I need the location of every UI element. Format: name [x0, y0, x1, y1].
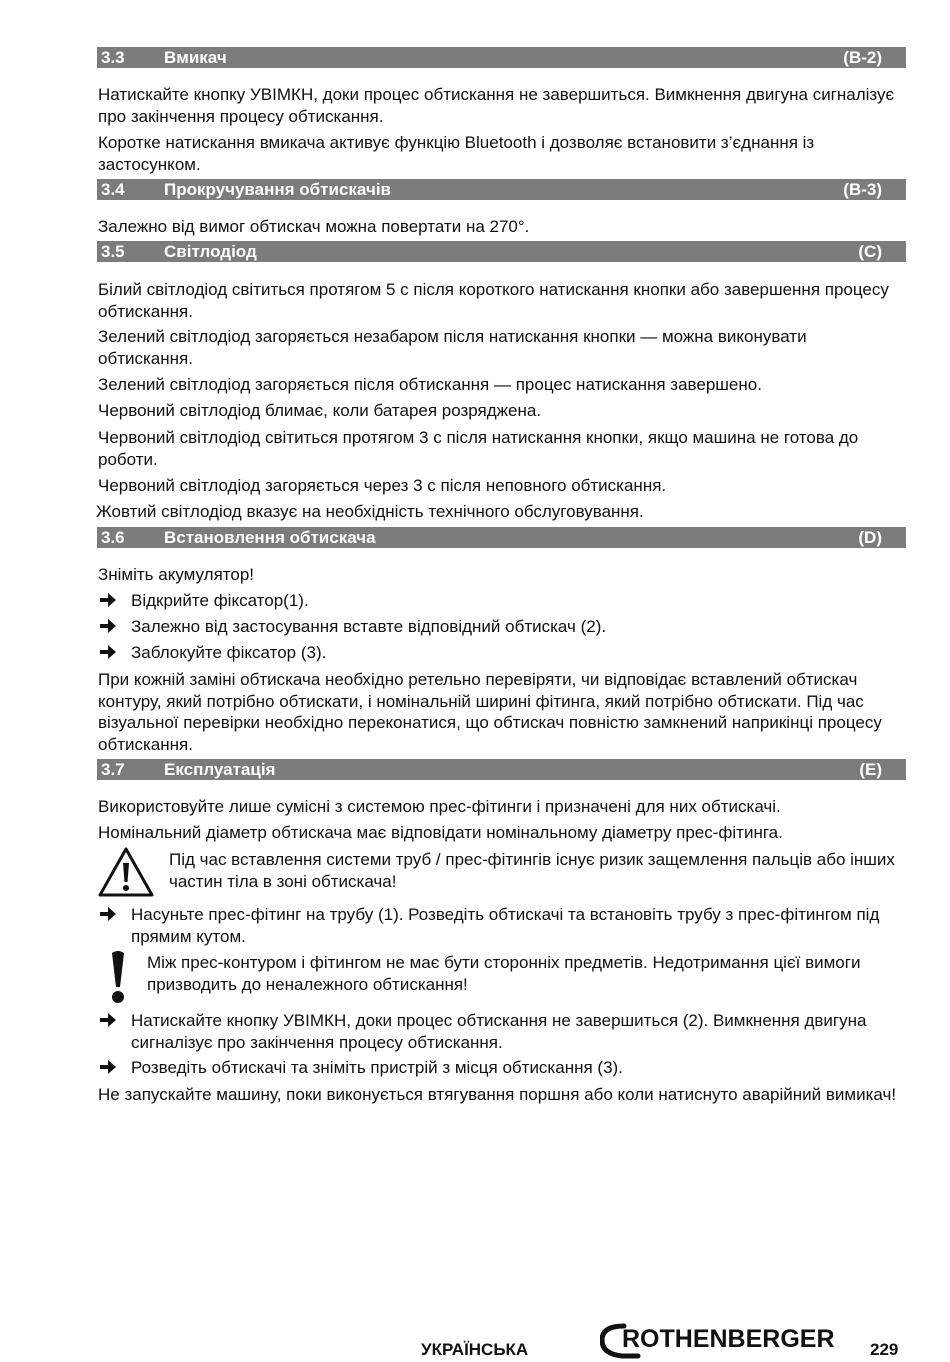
- arrow-right-icon: [98, 1057, 118, 1077]
- section-number: 3.7: [101, 760, 125, 779]
- warning-triangle-icon: [97, 846, 155, 898]
- arrow-right-icon: [98, 616, 118, 636]
- arrow-right-icon: [98, 642, 118, 662]
- section-header-3-5: [97, 241, 906, 262]
- section-title: Прокручування обтискачів: [164, 180, 391, 199]
- arrow-right-icon: [98, 904, 118, 924]
- section-title: Вмикач: [164, 48, 227, 67]
- step-item: [98, 616, 903, 638]
- step-text: Розведіть обтискачі та зніміть пристрій з місця обтискання (3).: [131, 1058, 623, 1077]
- step-text: Насуньте прес-фітинг на трубу (1). Розведіть обтискачі та встановіть трубу з прес-фітингом під прямим кутом.: [131, 905, 880, 946]
- page-number: 229: [870, 1340, 899, 1359]
- paragraph: Коротке натискання вмикача активує функцію Bluetooth і дозволяє встановити з’єднання із застосунком.: [98, 133, 815, 174]
- step-text: Заблокуйте фіксатор (3).: [131, 643, 327, 662]
- section-title: Експлуатація: [164, 760, 276, 779]
- paragraph: При кожній заміні обтискача необхідно ретельно перевіряти, чи відповідає вставлений обтискач контуру, який потрібно обтискати, і номінальній ширині фітинга, який потрібно обтискати. Під час візуальної перевірки необхідно переконатися, що обтискач повністю замкнений наприкінці процесу обтискання.: [98, 670, 882, 754]
- section-figure-ref: (D): [858, 528, 882, 547]
- section-figure-ref: (C): [858, 242, 882, 261]
- section-header-3-7: [97, 759, 906, 780]
- arrow-right-icon: [98, 1010, 118, 1030]
- section-figure-ref: (E): [859, 760, 882, 779]
- section-figure-ref: (B-2): [843, 48, 882, 67]
- step-item: [98, 1057, 903, 1079]
- section-number: 3.5: [101, 242, 125, 261]
- brand-name: ROTHENBERGER: [622, 1325, 835, 1353]
- paragraph: Використовуйте лише сумісні з системою прес-фітинги і призначені для них обтискачі.: [98, 797, 781, 816]
- step-text: Залежно від застосування вставте відповідний обтискач (2).: [131, 617, 607, 636]
- paragraph: Не запускайте машину, поки виконується втягування поршня або коли натиснуто аварійний вимикач!: [98, 1085, 897, 1104]
- paragraph: Червоний світлодіод блимає, коли батарея розряджена.: [98, 401, 542, 420]
- step-item: [98, 590, 903, 612]
- section-figure-ref: (B-3): [843, 180, 882, 199]
- paragraph: Зелений світлодіод загоряється після обтискання — процес натискання завершено.: [98, 375, 762, 394]
- step-item: [98, 642, 903, 664]
- step-text: Відкрийте фіксатор(1).: [131, 591, 309, 610]
- warning-text: Під час вставлення системи труб / прес-фітингів існує ризик защемлення пальців або інших частин тіла в зоні обтискача!: [169, 850, 895, 891]
- section-header-3-3: [97, 47, 906, 68]
- section-number: 3.6: [101, 528, 125, 547]
- exclamation-icon: [108, 949, 128, 1005]
- paragraph: Білий світлодіод світиться протягом 5 с після короткого натискання кнопки або завершення процесу обтискання.: [98, 280, 889, 321]
- paragraph: Натискайте кнопку УВІМКН, доки процес обтискання не завершиться. Вимкнення двигуна сигналізує про закінчення процесу обтискання.: [98, 85, 895, 126]
- section-number: 3.4: [101, 180, 125, 199]
- step-text: Натискайте кнопку УВІМКН, доки процес обтискання не завершиться (2). Вимкнення двигуна сигналізує про закінчення процесу обтискання.: [131, 1011, 867, 1052]
- note-text: Між прес-контуром і фітингом не має бути сторонніх предметів. Недотримання цієї вимоги призводить до неналежного обтискання!: [147, 953, 861, 994]
- step-item: [98, 904, 903, 947]
- paragraph: Червоний світлодіод світиться протягом 3 с після натискання кнопки, якщо машина не готова до роботи.: [98, 428, 859, 469]
- paragraph: Залежно від вимог обтискач можна повертати на 270°.: [98, 217, 530, 236]
- section-title: Світлодіод: [164, 242, 257, 261]
- step-item: [98, 1010, 903, 1053]
- section-header-3-6: [97, 527, 906, 548]
- rothenberger-logo: [600, 1320, 854, 1360]
- arrow-right-icon: [98, 590, 118, 610]
- paragraph: Зелений світлодіод загоряється незабаром після натискання кнопки — можна виконувати обтискання.: [98, 327, 807, 368]
- paragraph: Зніміть акумулятор!: [98, 565, 255, 584]
- section-title: Встановлення обтискача: [164, 528, 376, 547]
- section-number: 3.3: [101, 48, 125, 67]
- paragraph: Жовтий світлодіод вказує на необхідність технічного обслуговування.: [96, 502, 644, 521]
- footer-language: УКРАЇНСЬКА: [421, 1340, 529, 1359]
- paragraph: Червоний світлодіод загоряється через 3 с після неповного обтискання.: [98, 476, 667, 495]
- paragraph: Номінальний діаметр обтискача має відповідати номінальному діаметру прес-фітинга.: [98, 823, 783, 842]
- section-header-3-4: [97, 179, 906, 200]
